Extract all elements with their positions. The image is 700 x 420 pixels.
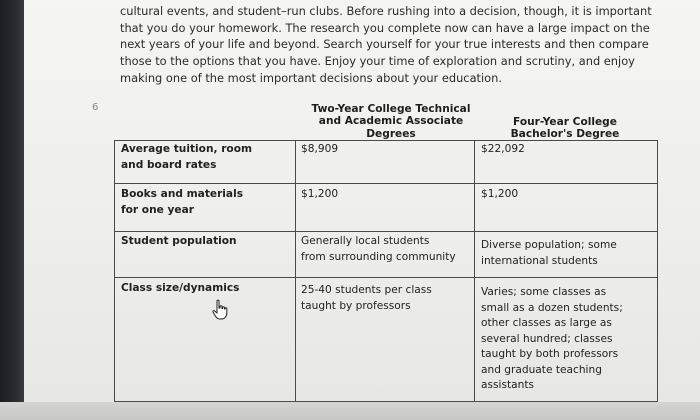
row-label-class-size <box>121 281 289 297</box>
row-divider <box>115 231 657 232</box>
header-line: Bachelor's Degree <box>510 128 620 141</box>
cell-line: and board rates <box>121 158 217 171</box>
cell-line: $1,200 <box>481 188 519 200</box>
cell-line: other classes as large as <box>481 317 612 329</box>
intro-paragraph <box>120 3 660 87</box>
cell-line: $8,909 <box>301 143 339 155</box>
bottom-edge <box>0 402 700 420</box>
column-divider <box>295 141 296 401</box>
header-line: Two-Year College Technical <box>311 103 471 115</box>
paragraph-line: that you do your homework. The research you complete now can have a large impact on the <box>120 20 650 35</box>
row-label-books <box>121 187 289 218</box>
column-divider <box>474 141 475 401</box>
comparison-table <box>114 140 658 402</box>
paragraph-line: making one of the most important decisions about your education. <box>120 70 502 85</box>
paragraph-line: those to the options that you have. Enjoy your time of exploration and scrutiny, and enjoy <box>120 54 635 69</box>
cell-class-size-two-year <box>301 283 473 314</box>
cell-tuition-two-year <box>301 142 473 158</box>
dark-margin <box>0 0 24 420</box>
paragraph-line: next years of your life and beyond. Search yourself for your true interests and then compare <box>120 37 649 52</box>
cell-line: assistants <box>481 379 535 391</box>
cell-line: taught by professors <box>301 299 411 312</box>
column-header-four-year <box>480 116 650 141</box>
cell-tuition-four-year <box>481 142 653 158</box>
cell-line: Class size/dynamics <box>121 282 240 294</box>
header-line: Four-Year College <box>513 116 617 128</box>
cell-population-four-year <box>481 238 653 269</box>
cell-line: from surrounding community <box>301 250 456 263</box>
hand-pointer-icon <box>210 299 230 321</box>
row-divider <box>115 277 657 278</box>
cell-line: 25-40 students per class <box>301 284 432 296</box>
cell-population-two-year <box>301 234 473 265</box>
page-number: 6 <box>92 102 99 113</box>
cell-line: Diverse population; some <box>481 239 617 251</box>
cell-line: and graduate teaching <box>481 363 602 376</box>
cell-line: several hundred; classes <box>481 332 613 345</box>
row-label-population <box>121 234 289 250</box>
cell-line: taught by both professors <box>481 348 619 360</box>
cell-line: Average tuition, room <box>121 143 253 155</box>
cell-line: international students <box>481 254 598 267</box>
cell-line: Student population <box>121 235 237 247</box>
row-divider <box>115 183 657 184</box>
cell-books-four-year <box>481 187 653 203</box>
cell-books-two-year <box>301 187 473 203</box>
header-line: Degrees <box>366 127 416 140</box>
cell-line: $1,200 <box>301 188 339 200</box>
cell-line: $22,092 <box>481 143 525 155</box>
cell-line: Books and materials <box>121 188 244 200</box>
cell-class-size-four-year <box>481 285 653 394</box>
cell-line: Varies; some classes as <box>481 286 607 298</box>
cell-line: small as a dozen students; <box>481 301 623 314</box>
cell-line: Generally local students <box>301 235 430 247</box>
header-line: and Academic Associate <box>318 115 464 128</box>
paragraph-line: cultural events, and student–run clubs. Before rushing into a decision, though, it is important <box>120 4 652 18</box>
cell-line: for one year <box>121 203 194 216</box>
row-label-tuition <box>121 142 289 173</box>
column-header-two-year <box>300 103 482 140</box>
